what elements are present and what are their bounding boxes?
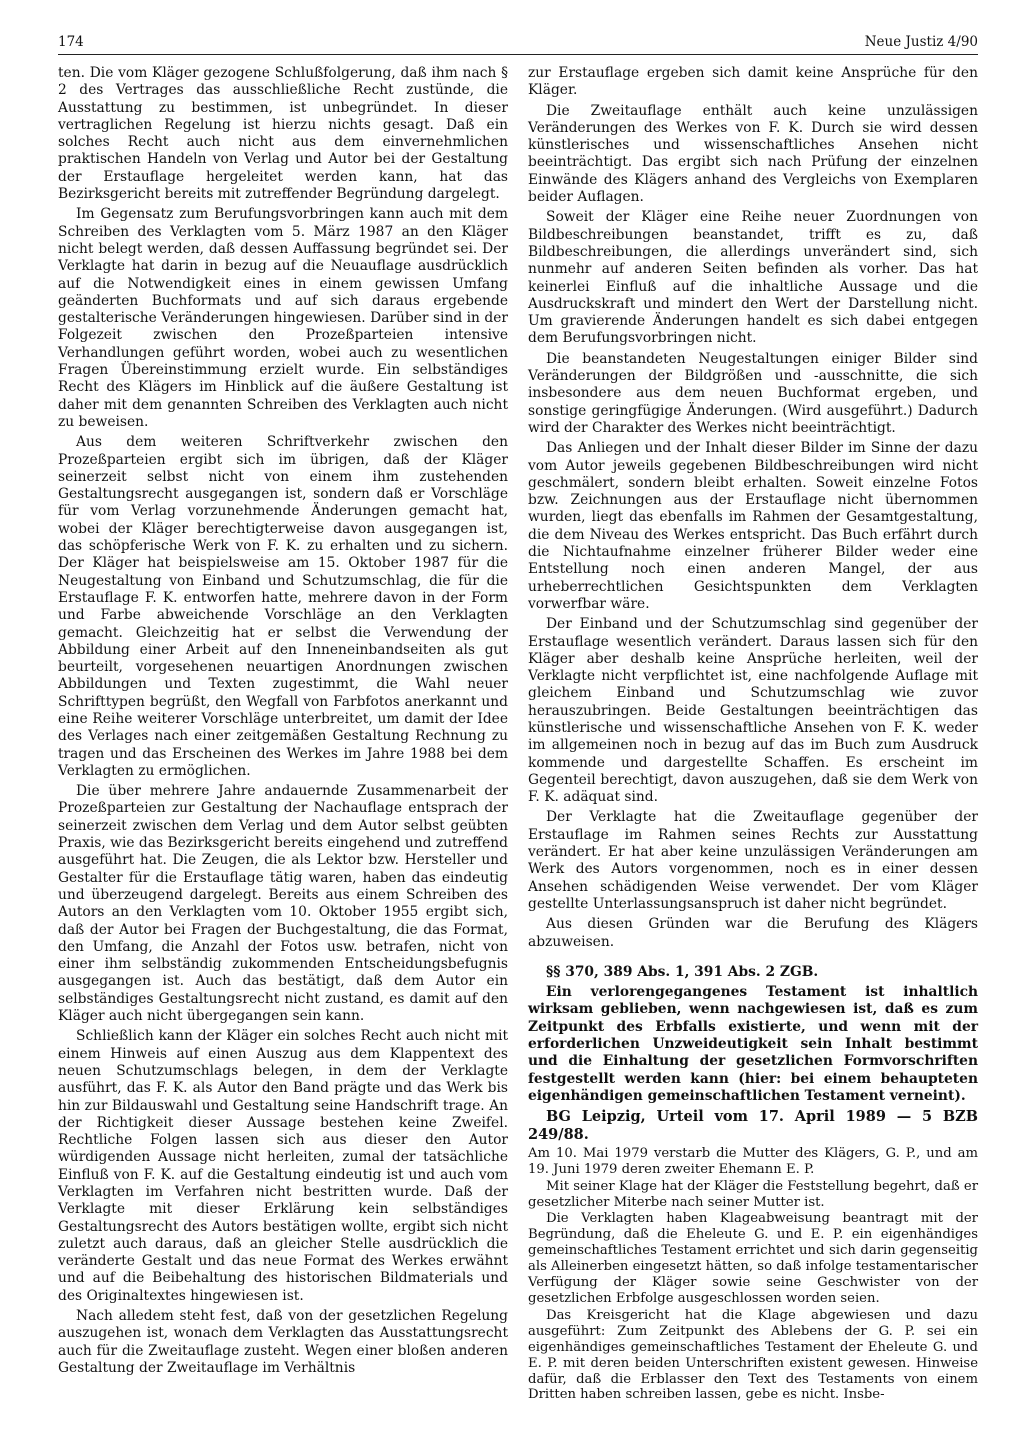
- headnote: Ein verlorengegangenes Testament ist inhaltlich wirksam geblieben, wenn nachgewiesen ist, daß es zum Zeitpunkt des Erbfalls existierte, und wenn mit der erforderlichen Unzweideutigkeit sein Inhalt bestimmt und die Einhaltung der gesetzlichen Formvorschriften festgestellt werden kann (hier: bei einem behaupteten eigenhändigen gemeinschaftlichen Testament verneint).: [528, 984, 978, 1104]
- text-columns: [58, 65, 978, 1404]
- paragraph: Nach alledem steht fest, daß von der gesetzlichen Regelung auszugehen ist, wonach dem Verklagten das Ausstattungsrecht auch für die Zweitauflage zusteht. Wegen einer bloßen anderen Gestaltung der Zweitauflage im Verhältnis: [58, 1308, 508, 1376]
- paragraph: Schließlich kann der Kläger ein solches Recht auch nicht mit einem Hinweis auf einen Auszug aus dem Klappentext des neuen Schutzumschlags belegen, in dem der Verklagte ausführt, das F. K. als Autor den Band prägte und das Werk bis hin zur Bildauswahl und Gestaltung seine Handschrift trage. An der Richtigkeit dieser Aussage bestehen keine Zweifel. Rechtliche Folgen lassen sich aus dieser den Autor würdigenden Aussage nicht herleiten, zumal der tatsächliche Einfluß von F. K. auf die Gestaltung eindeutig ist und auch vom Verklagten im Verfahren nicht bestritten wurde. Daß der Verklagte mit dieser Erklärung kein selbständiges Gestaltungsrecht des Autors bestätigen wollte, ergibt sich nicht zuletzt auch daraus, daß an gleicher Stelle ausdrücklich die veränderte Gestalt und das neue Format des Werkes erwähnt und auf die Beibehaltung des historischen Bildmaterials und des Originaltextes hingewiesen ist.: [58, 1028, 508, 1304]
- case-paragraph: Mit seiner Klage hat der Kläger die Feststellung begehrt, daß er gesetzlicher Miterbe nach seiner Mutter ist.: [528, 1178, 978, 1210]
- paragraph: Die über mehrere Jahre andauernde Zusammenarbeit der Prozeßparteien zur Gestaltung der Nachauflage entsprach der seinerzeit zwischen dem Verlag und dem Autor selbst geübten Praxis, wie das Bezirksgericht bereits eingehend und zutreffend ausgeführt hat. Die Zeugen, die als Lektor bzw. Hersteller und Gestalter für die Erstauflage tätig waren, haben das eindeutig und überzeugend dargelegt. Bereits aus einem Schreiben des Autors an den Verklagten vom 10. Oktober 1955 ergibt sich, daß der Autor bei Fragen der Buchgestaltung, die das Format, den Umfang, die Anzahl der Fotos usw. betrafen, nicht von einer ihm selbständig zukommenden Entscheidungsbefugnis ausgegangen ist. Auch das bestätigt, daß dem Autor ein selbständiges Gestaltungsrecht nicht zustand, es damit auf den Kläger auch nicht übergegangen sein kann.: [58, 783, 508, 1025]
- page-number: 174: [58, 34, 84, 50]
- page-header: [58, 28, 978, 55]
- paragraph: zur Erstauflage ergeben sich damit keine Ansprüche für den Kläger.: [528, 65, 978, 99]
- paragraph: ten. Die vom Kläger gezogene Schlußfolgerung, daß ihm nach § 2 des Vertrages das ausschließliche Recht zustünde, die Ausstattung zu bestimmen, ist unbegründet. In dieser vertraglichen Regelung ist hierzu nichts gesagt. Daß ein solches Recht auch nicht aus dem einvernehmlichen praktischen Handeln von Verlag und Autor bei der Gestaltung der Erstauflage hergeleitet werden kann, hat das Bezirksgericht bereits mit zutreffender Begründung dargelegt.: [58, 65, 508, 203]
- case-paragraph: Am 10. Mai 1979 verstarb die Mutter des Klägers, G. P., und am 19. Juni 1979 deren zweiter Ehemann E. P.: [528, 1145, 978, 1177]
- paragraph: Das Anliegen und der Inhalt dieser Bilder im Sinne der dazu vom Autor jeweils gegebenen Bildbeschreibungen wird nicht geschmälert, sondern bleibt erhalten. Soweit einzelne Fotos bzw. Zeichnungen aus der Erstauflage nicht übernommen wurden, liegt das ebenfalls im Rahmen der Gesamtgestaltung, die dem Niveau des Werkes entspricht. Das Buch erfährt durch die Nichtaufnahme einzelner früherer Bilder weder eine Entstellung noch einen anderen Mangel, der aus urheberrechtlichen Gesichtspunkten dem Verklagten vorwerfbar wäre.: [528, 440, 978, 612]
- paragraph: Aus diesen Gründen war die Berufung des Klägers abzuweisen.: [528, 916, 978, 950]
- paragraph: Der Verklagte hat die Zweitauflage gegenüber der Erstauflage im Rahmen seines Rechts zur Ausstattung verändert. Er hat aber keine unzulässigen Veränderungen am Werk des Autors vorgenommen, noch es in einer dessen Ansehen schädigenden Weise verwendet. Der vom Kläger gestellte Unterlassungsanspruch ist daher nicht begründet.: [528, 809, 978, 912]
- paragraph: Die Zweitauflage enthält auch keine unzulässigen Veränderungen des Werkes von F. K. Durch sie wird dessen künstlerisches und wissenschaftliches Ansehen nicht beeinträchtigt. Das ergibt sich nach Prüfung der einzelnen Einwände des Klägers anhand des Vergleichs von Exemplaren beider Auflagen.: [528, 102, 978, 206]
- case-text: [528, 1146, 978, 1404]
- paragraph: Soweit der Kläger eine Reihe neuer Zuordnungen von Bildbeschreibungen beanstandet, trifft es zu, daß Bildbeschreibungen, die allerdings unverändert sind, sich nunmehr auf anderen Seiten befinden als vorher. Das hat keinerlei Einfluß auf die inhaltliche Aussage und die Ausdruckskraft und mindert den Wert der Darstellung nicht. Um gravierende Änderungen handelt es sich dabei entgegen dem Berufungsvorbringen nicht.: [528, 209, 978, 347]
- case-paragraph: Das Kreisgericht hat die Klage abgewiesen und dazu ausgeführt: Zum Zeitpunkt des Ablebens der G. P. sei ein eigenhändiges gemeinschaftliches Testament der Eheleute G. und E. P. mit deren beiden Unterschriften existent gewesen. Hinweise dafür, daß die Erblasser den Text des Testaments von einem Dritten haben schreiben lassen, gebe es nicht. Insbe-: [528, 1307, 978, 1403]
- section-gap: [528, 954, 978, 964]
- court-citation: BG Leipzig, Urteil vom 17. April 1989 — 5 BZB 249/88.: [528, 1108, 978, 1143]
- paragraph: Die beanstandeten Neugestaltungen einiger Bilder sind Veränderungen der Bildgrößen und -ausschnitte, die sich insbesondere aus dem neuen Buchformat ergeben, und sonstige geringfügige Änderungen. (Wird ausgeführt.) Dadurch wird der Charakter des Werkes nicht beeinträchtigt.: [528, 350, 978, 436]
- case-paragraph: Die Verklagten haben Klageabweisung beantragt mit der Begründung, daß die Eheleute G. und E. P. ein eigenhändiges gemeinschaftliches Testament errichtet und sich darin gegenseitig als Alleinerben eingesetzt hätten, so daß infolge testamentarischer Verfügung der Kläger sowie seine Geschwister von der gesetzlichen Erbfolge ausgeschlossen worden seien.: [528, 1211, 978, 1306]
- right-column: [528, 65, 978, 1404]
- paragraph: Der Einband und der Schutzumschlag sind gegenüber der Erstauflage wesentlich verändert. Daraus lassen sich für den Kläger aber deshalb keine Ansprüche herleiten, weil der Verklagte nicht verpflichtet ist, eine nachfolgende Auflage mit gleichem Einband und Schutzumschlag wie zuvor herauszubringen. Beide Gestaltungen beeinträchtigen das künstlerische und wissenschaftliche Ansehen von F. K. weder im allgemeinen noch in bezug auf das im Buch zum Ausdruck kommende und dargestellte Schaffen. Es erscheint im Gegenteil berechtigt, davon auszugehen, daß sie dem Werk von F. K. adäquat sind.: [528, 616, 978, 806]
- paragraph: Im Gegensatz zum Berufungsvorbringen kann auch mit dem Schreiben des Verklagten vom 5. März 1987 an den Kläger nicht belegt werden, daß dessen Auffassung begründet sei. Der Verklagte hat darin in bezug auf die Neuauflage ausdrücklich auf die Notwendigkeit eines in einem gewissen Umfang geänderten Buchformats und auf sich daraus ergebende gestalterische Veränderungen hingewiesen. Darüber sind in der Folgezeit zwischen den Prozeßparteien intensive Verhandlungen geführt worden, wobei auch zu wesentlichen Fragen Übereinstimmung erzielt wurde. Ein selbständiges Recht des Klägers im Hinblick auf die äußere Gestaltung ist daher mit dem genannten Schreiben des Verklagten auch nicht zu beweisen.: [58, 206, 508, 430]
- law-reference: §§ 370, 389 Abs. 1, 391 Abs. 2 ZGB.: [546, 963, 819, 980]
- paragraph: Aus dem weiteren Schriftverkehr zwischen den Prozeßparteien ergibt sich im übrigen, daß der Kläger seinerzeit selbst nicht von einem ihm zustehenden Gestaltungsrecht ausgegangen ist, sondern daß er Vorschläge für vom Verlag vorzunehmende Änderungen gemacht hat, wobei der Kläger berechtigterweise davon ausgegangen ist, das schöpferische Werk von F. K. zu erhalten und zu sichern. Der Kläger hat beispielsweise am 15. Oktober 1987 für die Neugestaltung von Einband und Schutzumschlag, die für die Erstauflage F. K. entworfen hatte, mehrere davon in der Form und Farbe abweichende Vorschläge an den Verklagten gemacht. Gleichzeitig hat er selbst die Verwendung der Abbildung einer Arbeit auf den Inneneinbandseiten als gut beurteilt, vorgesehenen neuartigen Anordnungen zwischen Abbildungen und Texten zugestimmt, die Wahl neuer Schrifttypen begrüßt, den Wegfall von Farbfotos anerkannt und eine Reihe weiterer Vorschläge unterbreitet, um damit der Idee des Verlages nach einer zeitgemäßen Gestaltung Rechnung zu tragen und das Erscheinen des Werkes im Jahre 1988 bei dem Verklagten zu ermöglichen.: [58, 434, 508, 779]
- journal-title: Neue Justiz 4/90: [864, 34, 978, 50]
- left-column: [58, 65, 508, 1404]
